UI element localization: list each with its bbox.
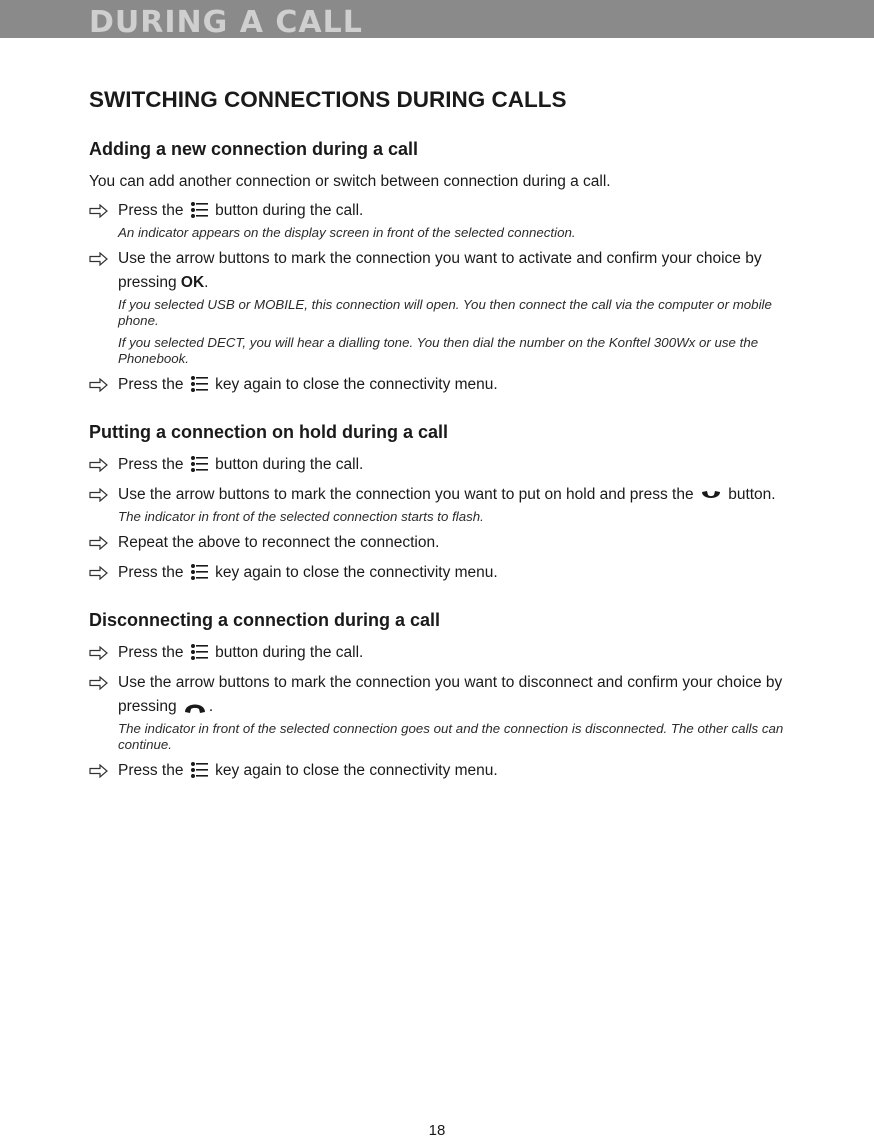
step-text-end: .	[204, 274, 209, 291]
connectivity-menu-icon	[190, 455, 209, 473]
step-item	[89, 483, 789, 525]
section-heading: Adding a new connection during a call	[89, 139, 419, 159]
step-text: Press the	[118, 762, 184, 779]
hang-up-icon	[183, 701, 207, 715]
section-hold-connection	[89, 421, 789, 585]
step-text: key again to close the connectivity menu.	[215, 564, 498, 581]
step-note: The indicator in front of the selected connection starts to flash.	[118, 509, 484, 524]
section-heading: Putting a connection on hold during a call	[89, 422, 448, 442]
section-adding-connection	[89, 138, 789, 397]
step-text: Use the arrow buttons to mark the connection you want to disconnect and confirm your choice by pressing	[118, 674, 783, 715]
step-text: Press the	[118, 456, 184, 473]
ok-label: OK	[180, 274, 205, 291]
arrow-right-icon	[89, 458, 109, 472]
step-item	[89, 641, 789, 665]
step-text: button.	[728, 486, 776, 503]
connectivity-menu-icon	[190, 563, 209, 581]
step-note: If you selected USB or MOBILE, this connection will open. You then connect the call via the computer or mobile phone.	[118, 297, 772, 328]
step-text: key again to close the connectivity menu.	[215, 376, 498, 393]
arrow-right-icon	[89, 204, 109, 218]
page-content	[89, 86, 789, 783]
page-title: SWITCHING CONNECTIONS DURING CALLS	[89, 87, 567, 112]
connectivity-menu-icon	[190, 761, 209, 779]
chapter-title: DURING A CALL	[89, 5, 363, 38]
page-number: 18	[428, 1122, 446, 1139]
arrow-right-icon	[89, 252, 109, 266]
step-text: Repeat the above to reconnect the connection.	[118, 534, 440, 551]
step-item	[89, 561, 789, 585]
section-heading: Disconnecting a connection during a call	[89, 610, 441, 630]
arrow-right-icon	[89, 676, 109, 690]
step-item	[89, 373, 789, 397]
connectivity-menu-icon	[190, 201, 209, 219]
answer-call-icon	[700, 489, 722, 503]
step-item	[89, 759, 789, 783]
step-text: Press the	[118, 376, 184, 393]
step-text: key again to close the connectivity menu.	[215, 762, 498, 779]
arrow-right-icon	[89, 536, 109, 550]
step-text: button during the call.	[215, 644, 364, 661]
step-note: If you selected DECT, you will hear a dialling tone. You then dial the number on the Konftel 300Wx or use the Phonebook.	[118, 335, 759, 366]
arrow-right-icon	[89, 378, 109, 392]
section-disconnect-connection	[89, 609, 789, 783]
step-note: An indicator appears on the display screen in front of the selected connection.	[118, 225, 576, 240]
chapter-banner	[0, 0, 874, 38]
step-text: button during the call.	[215, 456, 364, 473]
connectivity-menu-icon	[190, 375, 209, 393]
arrow-right-icon	[89, 488, 109, 502]
step-note: The indicator in front of the selected connection goes out and the connection is disconnected. The other calls can continue.	[118, 721, 784, 752]
step-item	[89, 247, 789, 367]
connectivity-menu-icon	[190, 643, 209, 661]
step-item	[89, 671, 789, 753]
step-text: Press the	[118, 202, 184, 219]
arrow-right-icon	[89, 646, 109, 660]
step-item	[89, 531, 789, 555]
step-item	[89, 453, 789, 477]
step-text-end: .	[208, 698, 214, 715]
step-text: Use the arrow buttons to mark the connection you want to put on hold and press the	[118, 486, 694, 503]
section-intro: You can add another connection or switch between connection during a call.	[89, 173, 611, 190]
step-text: Press the	[118, 644, 184, 661]
step-item	[89, 199, 789, 241]
step-text: Press the	[118, 564, 184, 581]
arrow-right-icon	[89, 764, 109, 778]
step-text: Use the arrow buttons to mark the connection you want to activate and confirm your choice by pressing	[118, 250, 762, 291]
step-text: button during the call.	[215, 202, 364, 219]
arrow-right-icon	[89, 566, 109, 580]
